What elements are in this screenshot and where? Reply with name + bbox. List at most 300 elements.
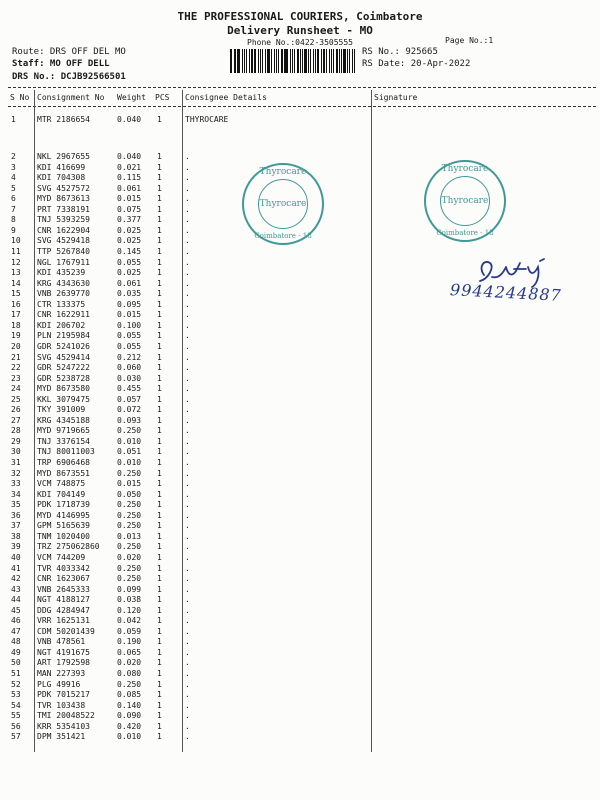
staff-label: Staff: MO OFF DELL (12, 59, 110, 69)
cell-consignee: . (185, 447, 190, 457)
cell-pcs: 1 (157, 637, 162, 647)
cell-sno: 15 (11, 289, 21, 299)
cell-pcs: 1 (157, 320, 162, 330)
barcode-bar (281, 49, 283, 73)
cell-sno: 18 (11, 320, 21, 330)
cell-sno: 53 (11, 690, 21, 700)
company-stamp (424, 160, 506, 242)
cell-consignment: MAN 227393 (37, 669, 86, 678)
cell-pcs: 1 (157, 626, 162, 636)
cell-sno: 8 (11, 215, 16, 225)
cell-pcs: 1 (157, 352, 162, 362)
stamp-center-text: Thyrocare (441, 196, 489, 206)
cell-pcs: 1 (157, 341, 162, 351)
cell-weight: 0.013 (117, 531, 142, 541)
stamp-top-text: Thyrocare (259, 167, 307, 177)
company-stamp (242, 163, 324, 245)
barcode-bar (285, 49, 287, 73)
cell-consignee: . (185, 732, 190, 742)
cell-pcs: 1 (157, 268, 162, 278)
col-header-consignee: Consignee Details (185, 93, 267, 102)
cell-consignee: . (185, 289, 190, 299)
cell-consignee: . (185, 605, 190, 615)
col-header-consignment: Consignment No (37, 93, 105, 102)
cell-sno: 10 (11, 236, 21, 246)
cell-weight: 0.065 (117, 647, 142, 657)
cell-consignment: NGL 1767911 (37, 257, 90, 267)
cell-weight: 0.015 (117, 310, 142, 320)
cell-weight: 0.010 (117, 458, 142, 467)
cell-pcs: 1 (157, 552, 162, 562)
cell-pcs: 1 (157, 215, 162, 225)
header-divider-bottom (8, 106, 596, 107)
cell-consignment: CTR 133375 (37, 299, 86, 309)
cell-pcs: 1 (157, 489, 162, 499)
cell-weight: 0.377 (117, 215, 142, 225)
cell-consignee: . (185, 647, 190, 657)
cell-sno: 11 (11, 246, 21, 256)
barcode-bar (260, 49, 261, 73)
cell-pcs: 1 (157, 115, 162, 124)
cell-consignment: NGT 4191675 (37, 647, 90, 657)
barcode-bar (300, 49, 301, 73)
cell-weight: 0.020 (117, 552, 142, 562)
cell-consignee: . (185, 616, 190, 626)
cell-sno: 44 (11, 595, 21, 605)
cell-weight: 0.212 (117, 352, 142, 362)
cell-consignment: GPM 5165639 (37, 521, 90, 531)
cell-sno: 2 (11, 152, 16, 161)
cell-consignee: . (185, 363, 190, 372)
cell-sno: 42 (11, 574, 21, 583)
cell-pcs: 1 (157, 257, 162, 267)
cell-sno: 1 (11, 115, 16, 124)
cell-consignment: KRR 5354103 (37, 721, 90, 731)
cell-consignment: KDI 704308 (37, 173, 86, 183)
barcode-bar (349, 49, 350, 73)
cell-weight: 0.090 (117, 711, 142, 721)
header-divider-top (8, 87, 596, 88)
cell-weight: 0.040 (117, 152, 142, 161)
col-header-pcs: PCS (155, 93, 170, 102)
barcode-bar (235, 49, 236, 73)
cell-consignment: VRR 1625131 (37, 616, 90, 626)
cell-sno: 23 (11, 373, 21, 383)
cell-consignee: . (185, 405, 190, 415)
cell-consignment: TTP 5267840 (37, 246, 90, 256)
cell-pcs: 1 (157, 310, 162, 320)
cell-consignee: . (185, 204, 190, 214)
cell-consignee: . (185, 436, 190, 446)
cell-sno: 4 (11, 173, 16, 183)
cell-weight: 0.010 (117, 436, 142, 446)
cell-pcs: 1 (157, 542, 162, 552)
cell-pcs: 1 (157, 584, 162, 594)
cell-consignee: THYROCARE (185, 115, 229, 124)
cell-consignment: VNB 478561 (37, 637, 86, 647)
cell-pcs: 1 (157, 415, 162, 425)
cell-consignee: . (185, 669, 190, 678)
stamp-bottom-text: Coimbatore - 18 (436, 229, 494, 237)
stamp-bottom-text: Coimbatore - 18 (254, 232, 312, 240)
cell-consignment: MYD 8673580 (37, 384, 90, 394)
cell-sno: 7 (11, 204, 16, 214)
cell-weight: 0.042 (117, 616, 142, 626)
cell-consignment: TVR 103438 (37, 700, 86, 710)
cell-consignee: . (185, 711, 190, 721)
barcode-bar (294, 49, 295, 73)
cell-consignment: VCM 748875 (37, 479, 86, 489)
cell-consignment: VCM 744209 (37, 552, 86, 562)
cell-weight: 0.250 (117, 468, 142, 478)
cell-weight: 0.250 (117, 510, 142, 520)
barcode-bar (292, 49, 293, 73)
route-label: Route: DRS OFF DEL MO (12, 47, 126, 57)
sheet-title: Delivery Runsheet - MO (227, 24, 373, 37)
cell-pcs: 1 (157, 162, 162, 172)
cell-sno: 26 (11, 405, 21, 415)
cell-consignment: KDI 704149 (37, 489, 86, 499)
barcode-bar (290, 49, 292, 73)
cell-sno: 28 (11, 426, 21, 436)
cell-sno: 33 (11, 479, 21, 489)
cell-weight: 0.120 (117, 605, 142, 615)
cell-weight: 0.021 (117, 162, 142, 172)
cell-pcs: 1 (157, 732, 162, 742)
column-divider (371, 90, 372, 752)
barcode-bar (321, 49, 322, 73)
cell-consignee: . (185, 152, 190, 161)
rs-date: RS Date: 20-Apr-2022 (362, 59, 471, 69)
cell-consignee: . (185, 595, 190, 605)
barcode-bar (352, 49, 354, 73)
cell-consignment: DDG 4284947 (37, 605, 90, 615)
cell-consignment: TNJ 80011003 (37, 447, 95, 457)
barcode-bar (278, 49, 279, 73)
cell-consignment: TRZ 275062860 (37, 542, 100, 552)
cell-consignment: CDM 50201439 (37, 626, 95, 636)
cell-sno: 9 (11, 225, 16, 235)
cell-consignment: MYD 8673551 (37, 468, 90, 478)
cell-sno: 12 (11, 257, 21, 267)
cell-weight: 0.060 (117, 363, 142, 372)
col-header-signature: Signature (374, 93, 418, 102)
cell-consignee: . (185, 679, 190, 689)
cell-sno: 48 (11, 637, 21, 647)
cell-consignment: GDR 5238728 (37, 373, 90, 383)
cell-sno: 5 (11, 183, 16, 193)
cell-consignee: . (185, 500, 190, 510)
cell-sno: 47 (11, 626, 21, 636)
cell-consignment: NKL 2967655 (37, 152, 90, 161)
cell-weight: 0.140 (117, 700, 142, 710)
cell-consignment: PRT 7338191 (37, 204, 90, 214)
cell-sno: 55 (11, 711, 21, 721)
cell-weight: 0.025 (117, 236, 142, 246)
barcode-bar (267, 49, 269, 73)
cell-pcs: 1 (157, 690, 162, 700)
cell-consignee: . (185, 320, 190, 330)
barcode-bar (343, 49, 345, 73)
cell-weight: 0.115 (117, 173, 142, 183)
barcode-bar (274, 49, 276, 73)
cell-pcs: 1 (157, 204, 162, 214)
cell-consignee: . (185, 173, 190, 183)
cell-pcs: 1 (157, 173, 162, 183)
cell-consignment: GDR 5247222 (37, 363, 90, 372)
company-name: THE PROFESSIONAL COURIERS, Coimbatore (177, 10, 423, 23)
cell-consignment: SVG 4527572 (37, 183, 90, 193)
cell-consignment: KDI 435239 (37, 268, 86, 278)
cell-pcs: 1 (157, 289, 162, 299)
cell-weight: 0.055 (117, 257, 142, 267)
cell-weight: 0.250 (117, 679, 142, 689)
cell-sno: 21 (11, 352, 21, 362)
cell-consignment: TNM 1020400 (37, 531, 90, 541)
cell-consignment: VNB 2639770 (37, 289, 90, 299)
cell-pcs: 1 (157, 531, 162, 541)
cell-weight: 0.025 (117, 225, 142, 235)
cell-sno: 36 (11, 510, 21, 520)
cell-weight: 0.420 (117, 721, 142, 731)
cell-consignee: . (185, 552, 190, 562)
cell-consignment: KDI 416699 (37, 162, 86, 172)
col-header-weight: Weight (117, 93, 146, 102)
cell-sno: 3 (11, 162, 16, 172)
cell-weight: 0.050 (117, 489, 142, 499)
cell-sno: 19 (11, 331, 21, 341)
barcode-bar (262, 49, 264, 73)
cell-consignee: . (185, 626, 190, 636)
cell-consignee: . (185, 458, 190, 467)
cell-consignment: NGT 4188127 (37, 595, 90, 605)
cell-consignment: KDI 206702 (37, 320, 86, 330)
cell-weight: 0.085 (117, 690, 142, 700)
cell-pcs: 1 (157, 468, 162, 478)
cell-sno: 57 (11, 732, 21, 742)
barcode-bar (329, 49, 330, 73)
cell-consignment: TVR 4033342 (37, 563, 90, 573)
barcode-bar (244, 49, 246, 73)
cell-consignee: . (185, 584, 190, 594)
cell-consignment: MTR 2186654 (37, 115, 90, 124)
cell-sno: 20 (11, 341, 21, 351)
barcode-bar (354, 49, 355, 73)
barcode-bar (326, 49, 327, 73)
cell-sno: 27 (11, 415, 21, 425)
cell-consignee: . (185, 658, 190, 668)
cell-weight: 0.250 (117, 500, 142, 510)
cell-weight: 0.145 (117, 246, 142, 256)
cell-pcs: 1 (157, 373, 162, 383)
cell-sno: 51 (11, 669, 21, 678)
barcode-bar (249, 49, 250, 73)
cell-consignment: MYD 4146995 (37, 510, 90, 520)
cell-pcs: 1 (157, 405, 162, 415)
cell-weight: 0.250 (117, 563, 142, 573)
cell-pcs: 1 (157, 711, 162, 721)
cell-weight: 0.093 (117, 415, 142, 425)
barcode-bar (310, 49, 312, 73)
cell-consignee: . (185, 489, 190, 499)
cell-consignment: TMI 20048522 (37, 711, 95, 721)
cell-consignee: . (185, 257, 190, 267)
barcode-bar (258, 49, 259, 73)
cell-weight: 0.061 (117, 278, 142, 288)
column-divider (34, 90, 35, 752)
cell-consignee: . (185, 215, 190, 225)
cell-consignee: . (185, 700, 190, 710)
barcode-bar (323, 49, 325, 73)
barcode-bar (336, 49, 338, 73)
cell-weight: 0.025 (117, 268, 142, 278)
cell-consignee: . (185, 331, 190, 341)
cell-sno: 30 (11, 447, 21, 457)
barcode-bar (331, 49, 333, 73)
cell-sno: 29 (11, 436, 21, 446)
cell-pcs: 1 (157, 479, 162, 489)
cell-consignee: . (185, 479, 190, 489)
cell-weight: 0.020 (117, 658, 142, 668)
cell-sno: 32 (11, 468, 21, 478)
cell-sno: 25 (11, 394, 21, 404)
cell-consignee: . (185, 384, 190, 394)
barcode-bar (271, 49, 272, 73)
stamp-top-text: Thyrocare (441, 164, 489, 174)
cell-pcs: 1 (157, 331, 162, 341)
cell-weight: 0.010 (117, 732, 142, 742)
cell-sno: 13 (11, 268, 21, 278)
cell-consignment: KKL 3079475 (37, 394, 90, 404)
cell-consignee: . (185, 278, 190, 288)
cell-pcs: 1 (157, 194, 162, 204)
barcode-bar (302, 49, 303, 73)
cell-pcs: 1 (157, 278, 162, 288)
cell-pcs: 1 (157, 394, 162, 404)
barcode-bar (237, 49, 239, 73)
barcode-bar (304, 49, 306, 73)
cell-consignment: PLN 2195984 (37, 331, 90, 341)
cell-sno: 38 (11, 531, 21, 541)
cell-sno: 17 (11, 310, 21, 320)
cell-weight: 0.100 (117, 320, 142, 330)
cell-weight: 0.075 (117, 204, 142, 214)
cell-pcs: 1 (157, 669, 162, 678)
cell-sno: 40 (11, 552, 21, 562)
cell-consignee: . (185, 468, 190, 478)
cell-consignment: CNR 1623067 (37, 574, 90, 583)
cell-pcs: 1 (157, 447, 162, 457)
cell-sno: 56 (11, 721, 21, 731)
column-divider (182, 90, 183, 752)
barcode-bar (230, 49, 232, 73)
barcode-bar (246, 49, 247, 73)
barcode-bar (251, 49, 253, 73)
cell-pcs: 1 (157, 246, 162, 256)
cell-pcs: 1 (157, 616, 162, 626)
cell-pcs: 1 (157, 605, 162, 615)
cell-consignment: PDK 1718739 (37, 500, 90, 510)
cell-sno: 14 (11, 278, 21, 288)
cell-pcs: 1 (157, 299, 162, 309)
cell-sno: 54 (11, 700, 21, 710)
cell-consignment: PDK 7015217 (37, 690, 90, 700)
cell-sno: 50 (11, 658, 21, 668)
cell-weight: 0.250 (117, 574, 142, 583)
cell-consignment: SVG 4529418 (37, 236, 90, 246)
cell-consignee: . (185, 394, 190, 404)
cell-consignee: . (185, 352, 190, 362)
cell-consignee: . (185, 563, 190, 573)
cell-pcs: 1 (157, 521, 162, 531)
cell-weight: 0.035 (117, 289, 142, 299)
cell-consignee: . (185, 521, 190, 531)
cell-weight: 0.038 (117, 595, 142, 605)
cell-pcs: 1 (157, 363, 162, 372)
cell-pcs: 1 (157, 426, 162, 436)
cell-sno: 46 (11, 616, 21, 626)
cell-weight: 0.030 (117, 373, 142, 383)
cell-consignment: SVG 4529414 (37, 352, 90, 362)
barcode-bar (276, 49, 277, 73)
cell-weight: 0.250 (117, 521, 142, 531)
cell-weight: 0.055 (117, 331, 142, 341)
cell-weight: 0.190 (117, 637, 142, 647)
cell-weight: 0.015 (117, 194, 142, 204)
cell-consignee: . (185, 236, 190, 246)
cell-sno: 43 (11, 584, 21, 594)
cell-weight: 0.095 (117, 299, 142, 309)
rs-number: RS No.: 925665 (362, 47, 438, 57)
cell-consignee: . (185, 510, 190, 520)
barcode-bar (333, 49, 334, 73)
cell-pcs: 1 (157, 183, 162, 193)
barcode-bar (315, 49, 316, 73)
cell-pcs: 1 (157, 658, 162, 668)
cell-consignment: TRP 6906468 (37, 458, 90, 467)
page-number: Page No.:1 (445, 36, 494, 45)
cell-sno: 34 (11, 489, 21, 499)
cell-weight: 0.455 (117, 384, 142, 394)
cell-pcs: 1 (157, 563, 162, 573)
cell-consignee: . (185, 373, 190, 383)
cell-consignment: KRG 4343630 (37, 278, 90, 288)
barcode (230, 49, 356, 73)
cell-consignee: . (185, 299, 190, 309)
col-header-sno: S No (10, 93, 30, 102)
cell-consignee: . (185, 531, 190, 541)
cell-consignment: CNR 1622904 (37, 225, 90, 235)
cell-sno: 35 (11, 500, 21, 510)
cell-consignee: . (185, 690, 190, 700)
cell-consignee: . (185, 183, 190, 193)
phone-number: Phone No.:0422-3505555 (247, 38, 353, 47)
cell-consignment: TKY 391009 (37, 405, 86, 415)
cell-consignee: . (185, 246, 190, 256)
cell-sno: 45 (11, 605, 21, 615)
cell-weight: 0.040 (117, 115, 142, 124)
barcode-bar (265, 49, 266, 73)
cell-sno: 37 (11, 521, 21, 531)
drs-number: DRS No.: DCJB92566501 (12, 72, 126, 82)
barcode-bar (254, 49, 256, 73)
cell-sno: 22 (11, 363, 21, 372)
cell-weight: 0.051 (117, 447, 142, 457)
cell-sno: 49 (11, 647, 21, 657)
barcode-bar (308, 49, 309, 73)
cell-pcs: 1 (157, 436, 162, 446)
cell-sno: 31 (11, 458, 21, 467)
